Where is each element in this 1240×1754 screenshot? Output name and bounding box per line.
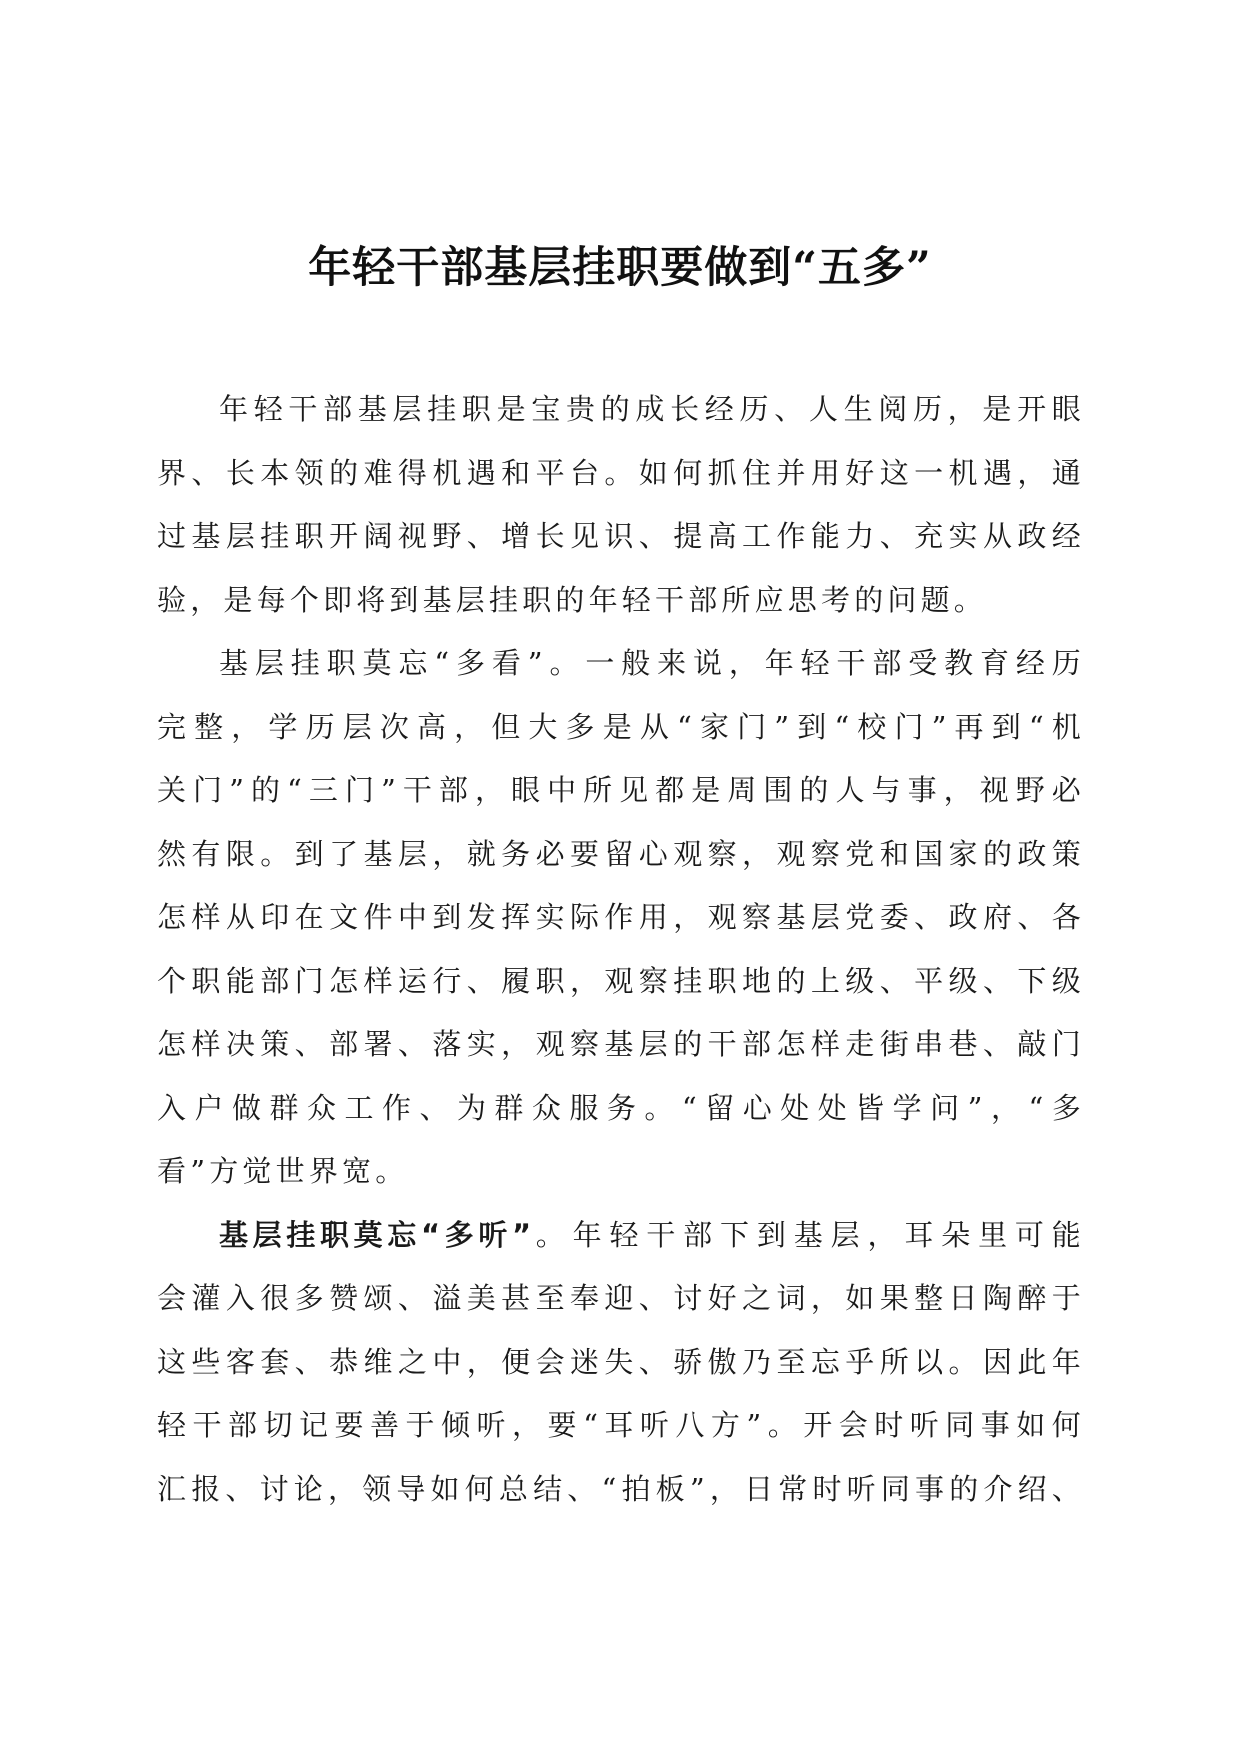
text-line: 过基层挂职开阔视野、增长见识、提高工作能力、充实从政经 <box>157 519 1085 553</box>
text-line: 会灌入很多赞颂、溢美甚至奉迎、讨好之词，如果整日陶醉于 <box>157 1281 1085 1315</box>
text-line: 入户做群众工作、为群众服务。“留心处处皆学问”，“多 <box>157 1090 1085 1125</box>
text-line: 验，是每个即将到基层挂职的年轻干部所应思考的问题。 <box>157 582 988 617</box>
text-line: 汇报、讨论，领导如何总结、“拍板”，日常时听同事的介绍、 <box>157 1471 1085 1506</box>
paragraph-intro <box>157 378 1085 632</box>
text-line <box>157 1204 1085 1268</box>
text-line: 完整，学历层次高，但大多是从“家门”到“校门”再到“机 <box>157 709 1085 744</box>
text-line: 年轻干部基层挂职是宝贵的成长经历、人生阅历，是开眼 <box>219 392 1085 426</box>
text-line: 界、长本领的难得机遇和平台。如何抓住并用好这一机遇，通 <box>157 455 1085 490</box>
article-body <box>157 378 1085 1521</box>
text-line: 看”方觉世界宽。 <box>157 1154 409 1188</box>
text-line: 然有限。到了基层，就务必要留心观察，观察党和国家的政策 <box>157 836 1085 871</box>
text-line: 这些客套、恭维之中，便会迷失、骄傲乃至忘乎所以。因此年 <box>157 1344 1085 1379</box>
paragraph-duokan <box>157 632 1085 1204</box>
text-line: 个职能部门怎样运行、履职，观察挂职地的上级、平级、下级 <box>157 963 1085 998</box>
text-line: 怎样决策、部署、落实，观察基层的干部怎样走街串巷、敲门 <box>157 1027 1085 1061</box>
text-run: 。年轻干部下到基层，耳朵里可能 <box>532 1217 1085 1252</box>
page-title: 年轻干部基层挂职要做到“五多” <box>308 243 932 293</box>
section-lead: 基层挂职莫忘“多听” <box>219 1217 533 1252</box>
text-line: 轻干部切记要善于倾听，要“耳听八方”。开会时听同事如何 <box>157 1408 1085 1442</box>
text-line: 关门”的“三门”干部，眼中所见都是周围的人与事，视野必 <box>157 773 1085 807</box>
text-line: 怎样从印在文件中到发挥实际作用，观察基层党委、政府、各 <box>157 900 1085 934</box>
text-line: 基层挂职莫忘“多看”。一般来说，年轻干部受教育经历 <box>219 646 1085 680</box>
paragraph-duoting <box>157 1204 1085 1522</box>
